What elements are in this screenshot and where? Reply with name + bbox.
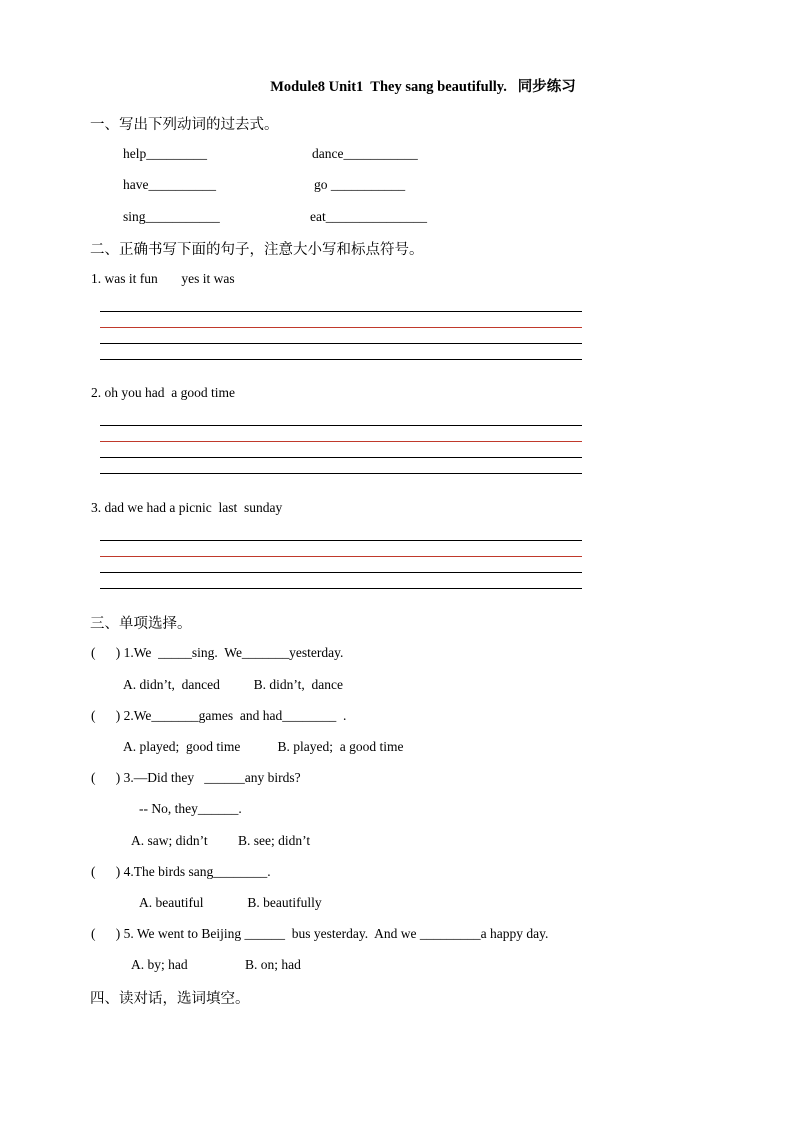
- writing-line: [100, 425, 582, 426]
- section-1-heading: 一、写出下列动词的过去式。: [90, 117, 279, 133]
- section-3-heading: 三、单项选择。: [90, 616, 192, 632]
- page-title: Module8 Unit1 They sang beautifully. 同步练习: [270, 79, 576, 95]
- writing-line-red: [100, 327, 582, 328]
- verb-blank-go: go ___________: [314, 177, 406, 192]
- writing-line: [100, 359, 582, 360]
- sentence-2: 2. oh you had a good time: [91, 385, 235, 400]
- question-5-options: A. by; had B. on; had: [131, 957, 301, 972]
- writing-line: [100, 588, 582, 589]
- question-5: ( ) 5. We went to Beijing ______ bus yesterday. And we _________a happy day.: [91, 926, 549, 941]
- section-2-heading: 二、正确书写下面的句子，注意大小写和标点符号。: [90, 242, 424, 258]
- section-4-heading: 四、读对话，选词填空。: [90, 991, 250, 1007]
- writing-line: [100, 540, 582, 541]
- writing-line: [100, 343, 582, 344]
- verb-blank-eat: eat_______________: [310, 209, 427, 224]
- verb-blank-sing: sing___________: [123, 209, 220, 224]
- question-4-options: A. beautiful B. beautifully: [139, 895, 322, 910]
- question-3-options: A. saw; didn’t B. see; didn’t: [131, 833, 311, 848]
- writing-line: [100, 473, 582, 474]
- writing-line-red: [100, 556, 582, 557]
- writing-line-red: [100, 441, 582, 442]
- writing-line: [100, 572, 582, 573]
- verb-blank-help: help_________: [123, 146, 207, 161]
- writing-line: [100, 311, 582, 312]
- writing-line: [100, 457, 582, 458]
- question-3: ( ) 3.—Did they ______any birds?: [91, 770, 301, 785]
- question-1: ( ) 1.We _____sing. We_______yesterday.: [91, 645, 344, 660]
- sentence-3: 3. dad we had a picnic last sunday: [91, 500, 283, 515]
- question-4: ( ) 4.The birds sang________.: [91, 864, 271, 879]
- question-2-options: A. played; good time B. played; a good time: [123, 739, 404, 754]
- sentence-1: 1. was it fun yes it was: [91, 271, 235, 286]
- question-2: ( ) 2.We_______games and had________ .: [91, 708, 347, 723]
- question-3-reply: -- No, they______.: [139, 801, 242, 816]
- question-1-options: A. didn’t, danced B. didn’t, dance: [123, 677, 343, 692]
- verb-blank-dance: dance___________: [312, 146, 418, 161]
- verb-blank-have: have__________: [123, 177, 216, 192]
